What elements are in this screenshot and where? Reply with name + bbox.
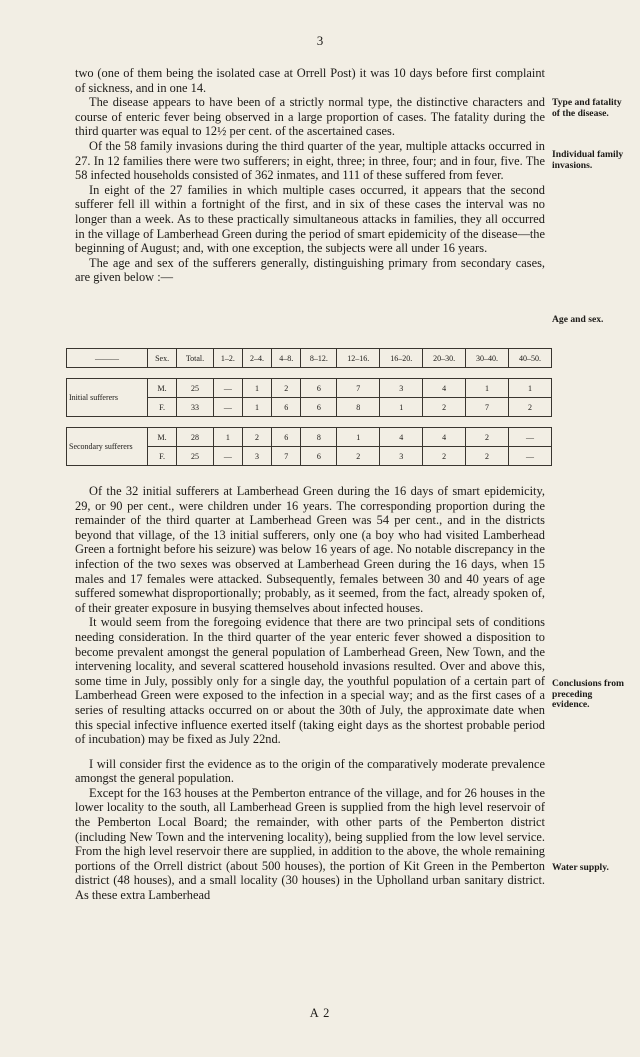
table-cell: 25 — [177, 447, 214, 466]
page-number: 3 — [316, 33, 324, 48]
age-sex-table — [66, 348, 552, 466]
table-cell: 2 — [423, 398, 466, 417]
table-header: 2–4. — [242, 349, 271, 368]
paragraph: In eight of the 27 families in which multiple cases occurred, it appears that the second sufferer fell ill within a fortnight of the first, and in six of these cases the interval was no longer than a week. As to these practically simultaneous attacks in families, they all occurred in the village of Lamberhead Green during the period of smart epidemicity of the disease—the beginning of August; and, with one exception, the subjects were all under 16 years. — [75, 182, 545, 256]
table-cell: 3 — [242, 447, 271, 466]
table-cell: — — [213, 379, 242, 398]
margin-note: Water supply. — [552, 862, 609, 873]
paragraph: It would seem from the foregoing evidence that there are two principal sets of conditions needing consideration. In the third quarter of the year enteric fever showed a disposition to become prevalent amongst the general population of Lamberhead Green, New Town, and the intervening locality, and several scattered household invasions resulted. Over and above this, some time in July, possibly only for a single day, the youthful population of a certain part of Lamberhead Green were exposed to the infection in a special way; and as the first cases of a series of resulting attacks occurred on or about the 30th of July, the approximate date when this special infective influence exerted itself (taking eight days as the shortest probable period of incubation) may be fixed as July 22nd. — [75, 615, 545, 747]
table-row — [67, 379, 552, 398]
paragraph: two (one of them being the isolated case at Orrell Post) it was 10 days before first complaint of sickness, and in one 14. — [75, 66, 545, 95]
table-cell: 7 — [466, 398, 509, 417]
table-cell: 3 — [380, 447, 423, 466]
table-row — [67, 428, 552, 447]
table-cell: — — [508, 447, 551, 466]
margin-note: Type and fatality of the disease. — [552, 97, 622, 119]
table-cell: 1 — [242, 379, 271, 398]
table-header: 4–8. — [272, 349, 301, 368]
table-cell: 28 — [177, 428, 214, 447]
table-header: Sex. — [148, 349, 177, 368]
margin-note: Age and sex. — [552, 314, 604, 325]
table-cell: 2 — [466, 428, 509, 447]
table-cell: 6 — [272, 428, 301, 447]
table-cell: 2 — [508, 398, 551, 417]
table-cell: 8 — [301, 428, 337, 447]
table-header-row — [67, 349, 552, 368]
table-header: Total. — [177, 349, 214, 368]
table-cell: 7 — [272, 447, 301, 466]
table-cell: 4 — [380, 428, 423, 447]
table-cell: 1 — [508, 379, 551, 398]
table-header: 1–2. — [213, 349, 242, 368]
table-cell: 1 — [213, 428, 242, 447]
table-cell: 4 — [423, 379, 466, 398]
table-cell: 4 — [423, 428, 466, 447]
table-cell: 8 — [337, 398, 380, 417]
table-cell: 2 — [337, 447, 380, 466]
paragraph: Of the 58 family invasions during the third quarter of the year, multiple attacks occurred in 27. In 12 families there were two sufferers; in eight, three; in three, four; and in four, five. The 58 infected households consisted of 362 inmates, and 111 of these suffered from fever. — [75, 138, 545, 183]
signature-mark: A 2 — [309, 1006, 331, 1020]
table-cell: 2 — [272, 379, 301, 398]
margin-note: Conclusions from preceding evidence. — [552, 678, 625, 711]
table-cell: 2 — [466, 447, 509, 466]
table-cell: — — [213, 447, 242, 466]
table-cell: — — [213, 398, 242, 417]
body-text-top — [75, 66, 545, 285]
table-cell: 1 — [380, 398, 423, 417]
row-group-label: Secondary sufferers — [67, 428, 148, 466]
table-cell: M. — [148, 428, 177, 447]
paragraph: The age and sex of the sufferers generally, distinguishing primary from secondary cases, are given below :— — [75, 255, 545, 285]
paragraph: Except for the 163 houses at the Pemberton entrance of the village, and for 26 houses in the lower locality to the south, all Lamberhead Green is supplied from the high level reservoir of the Pemberton Local Board; the remainder, with other parts of the Pemberton district (including New Town and the intervening locality), being supplied from the low level service. From the high level reservoir there are supplied, in addition to the above, the whole remaining portions of the Orrell district (about 500 houses), the portion of Kit Green in the Pemberton district (48 houses), and a small locality (30 houses) in the Upholland urban sanitary district. As these extra Lamberhead — [75, 785, 545, 903]
paragraph: The disease appears to have been of a strictly normal type, the distinctive characters and course of enteric fever being observed in a large proportion of cases. The fatality during the third quarter was equal to 12½ per cent. of the ascertained cases. — [75, 95, 545, 139]
table-cell: 6 — [301, 379, 337, 398]
table-header: 8–12. — [301, 349, 337, 368]
row-group-label: Initial sufferers — [67, 379, 148, 417]
paragraph: Of the 32 initial sufferers at Lamberhead Green during the 16 days of smart epidemicity, 29, or 90 per cent., were children under 16 years. The corresponding proportion during the remainder of the third quarter at Lamberhead Green was 54 per cent., and in the districts beyond that village, of the 13 initial sufferers, only one (a boy who had visited Lamberhead Green a fortnight before his seizure) was below 16 years of age. No notable discrepancy in the infection of the two sexes was observed at Lamberhead Green during the 16 days, when 15 males and 17 females were attacked. Subsequently, females between 30 and 40 years of age suffered somewhat disproportionally; probably, as it seemed, from the fact, already spoken of, of their greater exposure in busying themselves about infected houses. — [75, 484, 545, 615]
table-cell: 7 — [337, 379, 380, 398]
table-cell: M. — [148, 379, 177, 398]
table-cell: F. — [148, 398, 177, 417]
table-cell: F. — [148, 447, 177, 466]
table-header: 40–50. — [508, 349, 551, 368]
table-cell: 2 — [423, 447, 466, 466]
table-header: ——— — [67, 349, 148, 368]
table-cell: 6 — [301, 447, 337, 466]
table-cell: 6 — [301, 398, 337, 417]
table-cell: 25 — [177, 379, 214, 398]
table-cell: 3 — [380, 379, 423, 398]
table-header: 12–16. — [337, 349, 380, 368]
table-header: 30–40. — [466, 349, 509, 368]
table-cell: 1 — [466, 379, 509, 398]
body-text-bottom — [75, 484, 545, 903]
table-cell: — — [508, 428, 551, 447]
table-cell: 33 — [177, 398, 214, 417]
table-cell: 1 — [337, 428, 380, 447]
table-header: 20–30. — [423, 349, 466, 368]
table-cell: 6 — [272, 398, 301, 417]
paragraph: I will consider first the evidence as to the origin of the comparatively moderate prevalence amongst the general population. — [75, 756, 545, 786]
table-cell: 2 — [242, 428, 271, 447]
table-header: 16–20. — [380, 349, 423, 368]
margin-note: Individual family invasions. — [552, 149, 624, 171]
table-cell: 1 — [242, 398, 271, 417]
